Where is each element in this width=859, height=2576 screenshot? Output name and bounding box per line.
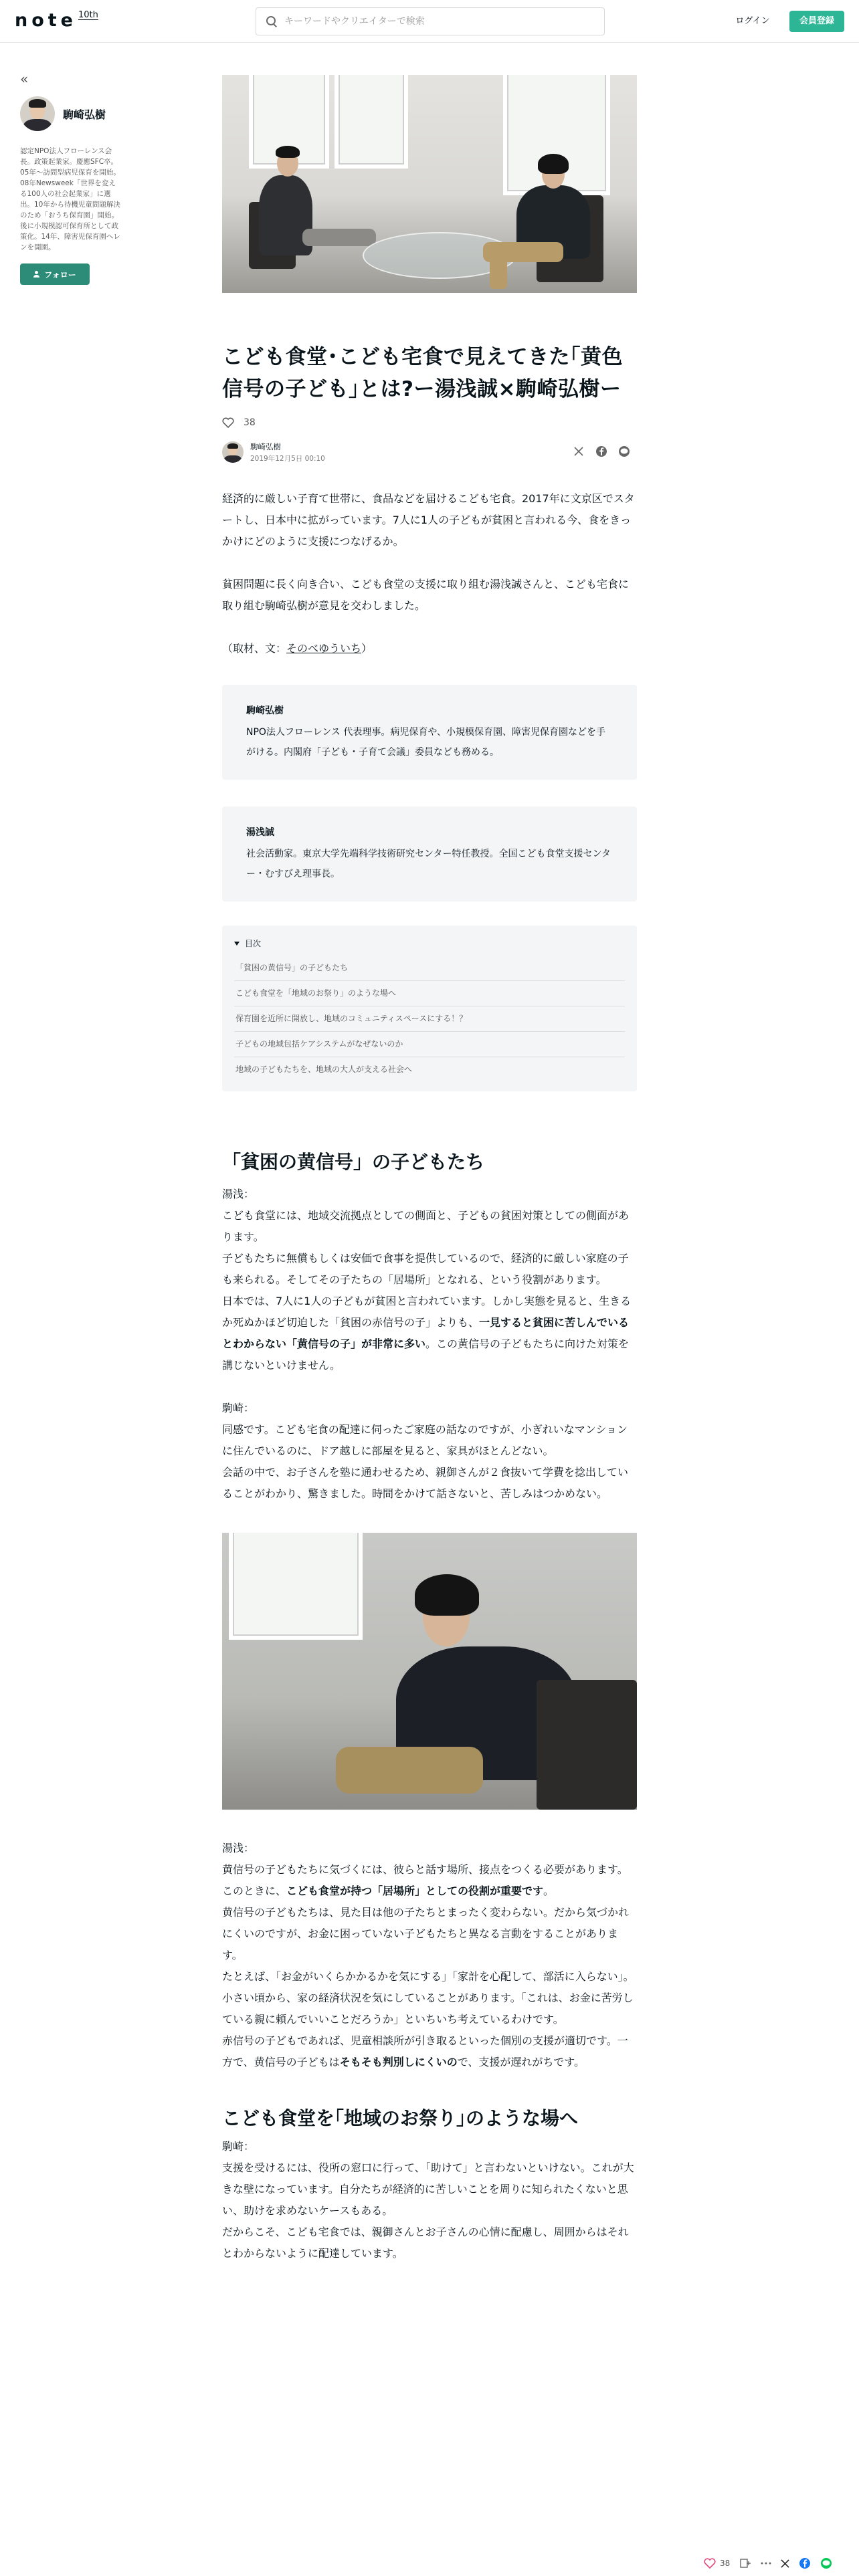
avatar[interactable]	[20, 96, 55, 131]
toc-item[interactable]: 子どもの地域包括ケアシステムがなぜないのか	[234, 1032, 625, 1057]
body-paragraph: 同感です。こども宅食の配達に伺ったご家庭の話なのですが、小ぎれいなマンションに住んでいるのに、ドア越しに部屋を見ると、家具がほとんどない。	[222, 1423, 628, 1457]
speaker-label: 湯浅：	[222, 1842, 255, 1854]
article-meta	[222, 439, 637, 465]
sidebar-author-name[interactable]: 駒崎弘樹	[63, 108, 106, 121]
body-paragraph: 黄信号の子どもたちは、見た目は他の子たちとまったく変わらない。だから気づかれにくいのですが、お金に困っていない子どもたちと異なる言動をすることがあります。	[222, 1906, 630, 1961]
speaker-label: 湯浅：	[222, 1188, 255, 1200]
intro-paragraph: 経済的に厳しい子育て世帯に、食品などを届けるこども宅食。2017年に文京区でスタートし、日本中に拡がっています。7人に1人の子どもが貧困と言われる今、食をきっかけにどのように支援につなげるか。	[222, 492, 635, 548]
section-heading: 「貧困の黄信号」の子どもたち	[222, 1151, 485, 1173]
meta-date: 2019年12月5日 00:10	[250, 454, 325, 463]
credit-line	[222, 638, 637, 659]
credit-link[interactable]: そのべゆういち	[286, 642, 362, 655]
text-run: 。	[543, 1885, 555, 1897]
toc-toggle[interactable]	[234, 938, 625, 949]
heart-icon[interactable]	[704, 2558, 716, 2569]
article-image	[222, 1533, 637, 1810]
article-main	[222, 75, 637, 2264]
avatar[interactable]	[222, 441, 244, 463]
sidebar-author-bio: 認定NPO法人フローレンス会長。政策起業家。慶應SFC卒。05年〜訪問型病児保育を開始。08年Newsweek「世界を変える100人の社会起業家」に選出。10年から待機児童問題解決のため「おうち保育園」開始。後に小規模認可保育所として政策化。14年、障害児保育園ヘレンを開園。	[20, 147, 120, 251]
body-paragraph: 子どもたちに無償もしくは安価で食事を提供しているので、経済的に厳しい家庭の子も来られる。そしてその子たちの「居場所」となれる、という役割があります。	[222, 1252, 629, 1286]
toc-item[interactable]: 「貧困の黄信号」の子どもたち	[234, 956, 625, 981]
login-button[interactable]: ログイン	[735, 16, 770, 26]
like-row	[222, 417, 637, 428]
text-run: で、支援が遅れがちです。	[457, 2056, 585, 2068]
toc-item[interactable]: こども食堂を「地域のお祭り」のような場へ	[234, 981, 625, 1006]
table-of-contents	[222, 926, 637, 1091]
logo-badge: 10th	[78, 10, 98, 20]
section-heading: こども食堂を｢地域のお祭り｣のような場へ	[222, 2107, 579, 2129]
bold-text: そもそも判別しにくいの	[339, 2056, 458, 2068]
credit-prefix: （取材、文：	[222, 642, 287, 655]
toc-item[interactable]: 地域の子どもたちを、地域の大人が支える社会へ	[235, 1065, 413, 1074]
facebook-share-icon[interactable]	[594, 444, 609, 459]
profile-name: 湯浅誠	[246, 827, 274, 838]
body-paragraph: こども食堂には、地域交流拠点としての側面と、子どもの貧困対策としての側面があります。	[222, 1209, 630, 1243]
speaker-label: 駒崎：	[222, 1402, 255, 1414]
author-sidebar	[20, 71, 120, 285]
search-bar[interactable]	[256, 7, 605, 35]
logo-text[interactable]: note	[15, 10, 77, 31]
body-paragraph	[222, 2030, 637, 2073]
profile-text: NPO法人フローレンス 代表理事。病児保育や、小規模保育園、障害児保育園などを手がける。内閣府「子ども・子育て会議」委員なども務める。	[246, 727, 606, 758]
follow-label: フォロー	[44, 270, 76, 280]
facebook-share-icon[interactable]	[799, 2557, 811, 2569]
x-share-icon[interactable]	[571, 444, 586, 459]
text-run: 赤信号の子どもであれば、児童相談所が引き取るといった個別の支援が適切です。一方で、黄信号の子どもは	[222, 2034, 628, 2068]
text-run: 。この黄信号の子どもたちに向けた対策を講じないといけません。	[222, 1337, 630, 1372]
like-count[interactable]: 38	[244, 417, 256, 428]
bold-text: 一見すると貧困に苦しんでいるとわからない「黄信号の子」が非常に多い	[222, 1316, 630, 1350]
body-paragraph: 会話の中で、お子さんを塾に通わせるため、親御さんが２食抜いて学費を捻出していることがわかり、驚きました。時間をかけて話さないと、苦しみはつかめない。	[222, 1466, 629, 1500]
profile-name: 駒崎弘樹	[246, 706, 284, 716]
toc-label: 目次	[245, 939, 262, 948]
credit-suffix: ）	[361, 642, 373, 655]
profile-box	[222, 807, 637, 901]
collapse-sidebar-icon[interactable]: «	[20, 71, 29, 87]
more-icon[interactable]	[761, 2562, 771, 2565]
toc-item[interactable]: 保育園を近所に開放し、地域のコミュニティスペースにする！？	[234, 1006, 625, 1032]
note-logo[interactable]	[15, 11, 98, 31]
body-paragraph: 支援を受けるには、役所の窓口に行って、「助けて」と言わないといけない。これが大きな壁になっています。自分たちが経済的に苦しいことを周りに知られたくないと思い、助けを求めないケースもある。	[222, 2161, 634, 2217]
meta-author-name[interactable]: 駒崎弘樹	[250, 441, 281, 451]
bottom-like-count[interactable]: 38	[720, 2559, 731, 2568]
bottom-action-bar	[704, 2553, 859, 2573]
person-add-icon	[33, 271, 40, 278]
body-paragraph: だからこそ、こども宅食では、親御さんとお子さんの心情に配慮し、周囲からはそれとわからないように配達しています。	[222, 2226, 629, 2260]
site-header	[0, 0, 859, 43]
caret-down-icon	[234, 942, 240, 946]
article-title: こども食堂･こども宅食で見えてきた｢黄色信号の子ども｣とは?ー湯浅誠×駒崎弘樹ー	[222, 345, 623, 401]
profile-text: 社会活動家。東京大学先端科学技術研究センター特任教授。全国こども食堂支援センター・むすびえ理事長。	[246, 849, 611, 879]
search-icon	[266, 15, 278, 27]
heart-icon[interactable]	[222, 417, 234, 428]
body-paragraph: たとえば、「お金がいくらかかるかを気にする」「家計を心配して、部活に入らない」。小さい頃から、家の経済状況を気にしていることがあります。「これは、お金に苦労している親に頼んでいいことだろうか」といちいち考えているわけです。	[222, 1970, 634, 2026]
magazine-add-icon[interactable]	[739, 2558, 751, 2569]
intro-paragraph: 貧困問題に長く向き合い、こども食堂の支援に取り組む湯浅誠さんと、こども宅食に取り組む駒崎弘樹が意見を交わしました。	[222, 578, 630, 612]
line-share-icon[interactable]	[617, 444, 632, 459]
search-input[interactable]	[284, 16, 592, 27]
signup-button[interactable]: 会員登録	[789, 11, 844, 32]
speaker-label: 駒崎：	[222, 2140, 255, 2153]
text-run: 黄信号の子どもたちに気づくには、彼らと話す場所、接点をつくる必要があります。このときに、	[222, 1863, 628, 1897]
body-paragraph	[222, 1859, 637, 1902]
x-share-icon[interactable]	[781, 2559, 789, 2568]
sidebar-author[interactable]	[20, 96, 106, 131]
profile-box	[222, 685, 637, 780]
bold-text: こども食堂が持つ「居場所」としての役割が重要です	[286, 1885, 544, 1897]
line-share-icon[interactable]	[820, 2557, 832, 2569]
text-run: 日本では、7人に1人の子どもが貧困と言われています。しかし実態を見ると、生きるか死ぬかほど切迫した「貧困の赤信号の子」よりも、	[222, 1295, 632, 1329]
share-buttons	[563, 444, 632, 459]
body-paragraph	[222, 1291, 637, 1376]
follow-button[interactable]	[20, 263, 90, 285]
hero-image	[222, 75, 637, 293]
